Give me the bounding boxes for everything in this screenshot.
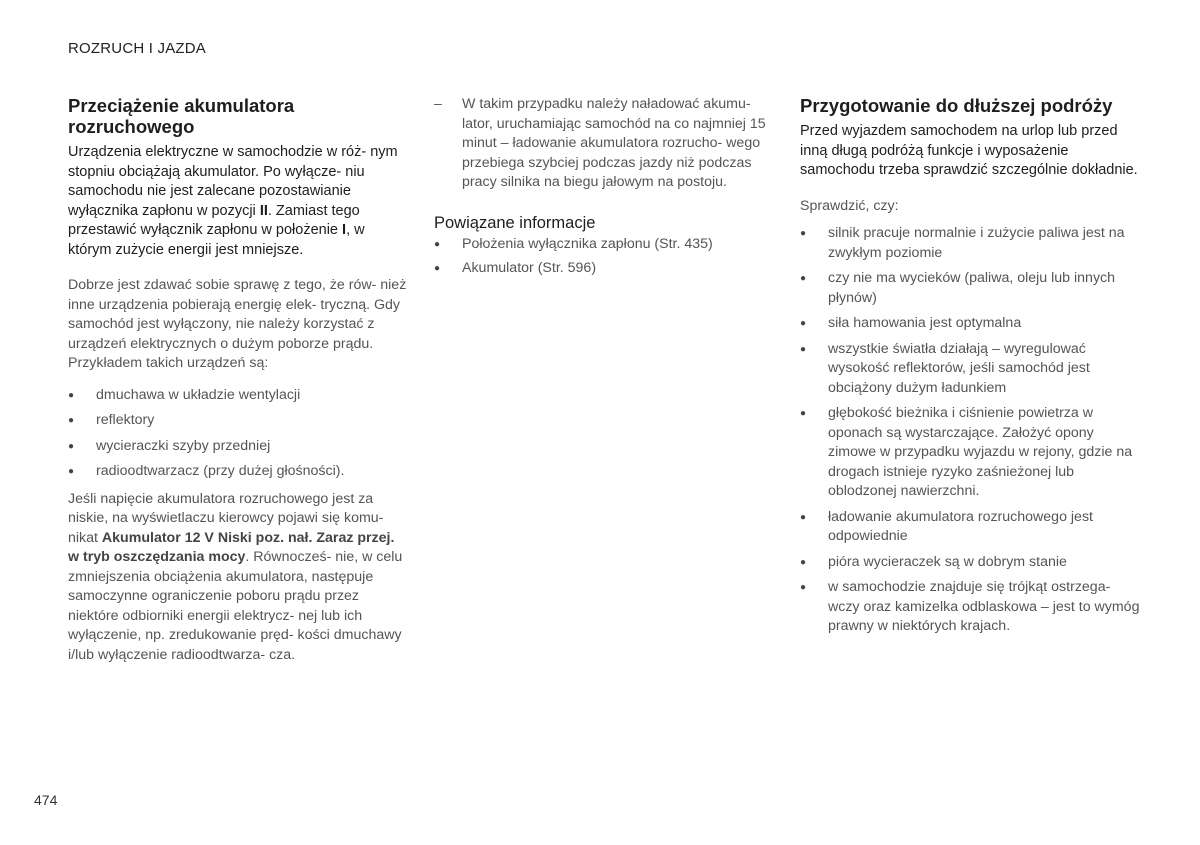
dash-list	[434, 95, 774, 193]
list-item: ● silnik pracuje normalnie i zużycie paliwa jest na zwykłym poziomie	[800, 224, 1140, 263]
low-voltage-text-1: Jeśli napięcie akumulatora rozruchowego jest za niskie, na wyświetlaczu kierowcy pojawi się komu- nikat	[68, 490, 384, 546]
list-item: ● pióra wycieraczek są w dobrym stanie	[800, 553, 1140, 573]
heading-battery-overload: Przeciążenie akumulatora rozruchowego	[68, 95, 295, 137]
list-item: ● dmuchawa w układzie wentylacji	[68, 386, 408, 406]
column-continuation	[434, 95, 774, 287]
intro-long-trip: Przed wyjazdem samochodem na urlop lub przed inną długą podróżą funkcje i wyposażenie samochodu trzeba sprawdzić szczególnie dokładnie.	[800, 123, 1138, 178]
list-item: ● reflektory	[68, 411, 408, 431]
list-item: ● w samochodzie znajduje się trójkąt ostrzega- wczy oraz kamizelka odblaskowa – jest to wymóg prawny w niektórych krajach.	[800, 578, 1140, 637]
checklist	[800, 224, 1140, 637]
heading-long-trip: Przygotowanie do dłuższej podróży	[800, 95, 1113, 116]
page-number: 474	[34, 792, 58, 808]
list-item: ● wycieraczki szyby przedniej	[68, 437, 408, 457]
list-item: ● ładowanie akumulatora rozruchowego jest odpowiednie	[800, 508, 1140, 547]
column-long-trip	[800, 95, 1140, 645]
device-list	[68, 386, 408, 482]
intro-battery-overload	[68, 143, 408, 260]
intro-text-1: Urządzenia elektryczne w samochodzie w róż- nym stopniu obciążają akumulator. Po wyłącze- niu samochodu nie jest zalecane pozostawianie wyłącznika zapłonu w pozycji	[68, 144, 398, 219]
list-item: ● siła hamowania jest optymalna	[800, 314, 1140, 334]
list-item: ● czy nie ma wycieków (paliwa, oleju lub innych płynów)	[800, 269, 1140, 308]
low-voltage-text-2: . Równocześ- nie, w celu zmniejszenia obciążenia akumulatora, następuje samoczynne ograniczenie poboru prądu przez niektóre odbiorniki energii elektrycz- nej lub ich wyłączenie, np. zredukowanie pręd- kości dmuchawy i/lub wyłączenie radioodtwarza- cza.	[68, 549, 403, 663]
intro-text-2: . Zamiast tego przestawić wyłącznik zapłonu w położenie	[68, 202, 360, 238]
list-item: ● radioodtwarzacz (przy dużej głośności).	[68, 462, 408, 482]
column-battery-overload	[68, 95, 408, 677]
related-links	[434, 235, 774, 279]
related-link-ignition-positions[interactable]: ● Położenia wyłącznika zapłonu (Str. 435)	[434, 235, 774, 255]
paragraph-power-consumers: Dobrze jest zdawać sobie sprawę z tego, że rów- nież inne urządzenia pobierają energię elek- tryczną. Gdy samochód jest wyłączony, nie należy korzystać z urządzeń elektrycznych o dużym poborze prądu. Przykładem takich urządzeń są:	[68, 277, 407, 371]
list-item: ● głębokość bieżnika i ciśnienie powietrza w oponach są wystarczające. Założyć opony zimowe w przypadku wyjazdu w rejony, gdzie na drogach istnieje ryzyko zaśnieżonej lub oblodzonej nawierzchni.	[800, 404, 1140, 502]
driver-display-message: Akumulator 12 V Niski poz. nał. Zaraz przej. w tryb oszczędzania mocy	[68, 529, 395, 565]
dash-item-charge-battery: – W takim przypadku należy naładować akumu- lator, uruchamiając samochód na co najmniej 15 minut – ładowanie akumulatora rozrucho- wego przebiega szybciej podczas jazdy niż podczas pracy silnika na biegu jałowym na postoju.	[434, 95, 774, 193]
heading-related-information: Powiązane informacje	[434, 213, 596, 232]
ignition-position-ii: II	[259, 202, 268, 219]
section-header: ROZRUCH I JAZDA	[68, 40, 206, 57]
related-link-battery[interactable]: ● Akumulator (Str. 596)	[434, 259, 774, 279]
check-label: Sprawdzić, czy:	[800, 197, 899, 214]
ignition-position-i: I	[342, 222, 347, 238]
list-item: ● wszystkie światła działają – wyregulować wysokość reflektorów, jeśli samochód jest obciążony dużym ładunkiem	[800, 340, 1140, 399]
intro-text-3: , w którym zużycie energii jest mniejsze.	[68, 222, 365, 258]
paragraph-low-voltage	[68, 490, 408, 666]
